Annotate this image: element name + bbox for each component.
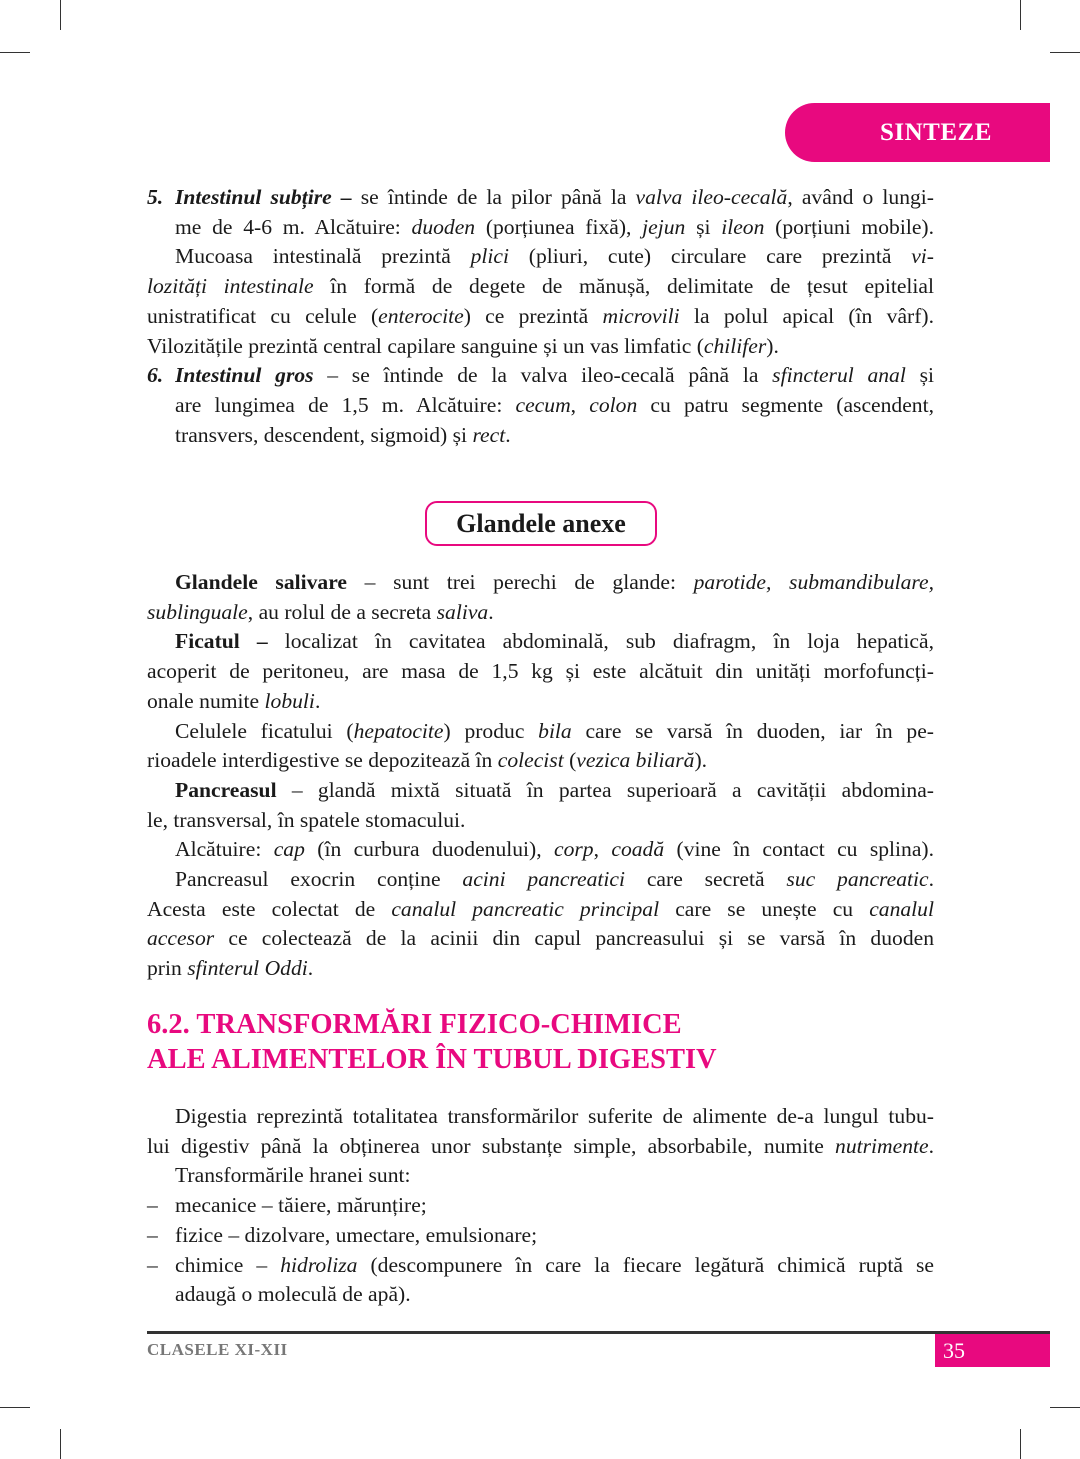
- text-segment: care secretă: [624, 867, 787, 891]
- italic-term: jejun: [642, 214, 686, 239]
- text-segment: ,: [570, 392, 590, 417]
- text-segment: (vine în contact cu splina).: [664, 837, 934, 862]
- text-segment: unistratificat cu celule (: [147, 303, 379, 328]
- text-line: [147, 301, 934, 331]
- text-segment: .: [928, 1133, 934, 1158]
- text-line: [175, 1160, 934, 1190]
- text-line: [175, 864, 934, 894]
- italic-term: colon: [589, 392, 638, 417]
- italic-term: canalul pancreatic principal: [391, 896, 660, 921]
- text-segment: adaugă o moleculă de apă).: [175, 1282, 411, 1307]
- text-segment: care se varsă în duoden, iar în pe-: [571, 718, 934, 743]
- crop-mark: [1050, 1407, 1080, 1408]
- text-line: [147, 805, 934, 835]
- text-segment: Alcătuire:: [175, 837, 274, 862]
- list-number: 5.: [147, 185, 164, 209]
- text-segment: Acesta este colectat de: [147, 896, 392, 921]
- text-line: [147, 331, 934, 361]
- text-segment: și: [905, 363, 934, 388]
- italic-term: rect: [472, 422, 506, 447]
- bold-term: Intestinul gros: [175, 363, 314, 388]
- text-line: [147, 745, 934, 775]
- text-segment: (: [563, 748, 577, 773]
- text-segment: ).: [766, 333, 779, 358]
- bold-term: Glandele salivare: [175, 570, 348, 594]
- section-heading-line-1: 6.2. TRANSFORMĂRI FIZICO-CHIMICE: [147, 1009, 682, 1040]
- section-tab-label: SINTEZE: [880, 119, 992, 146]
- crop-mark: [1020, 1429, 1021, 1459]
- text-line: [175, 567, 934, 597]
- footer-label: CLASELE XI-XII: [147, 1340, 288, 1359]
- text-segment: localizat în cavitatea abdominală, sub diafragm, în loja hepatică,: [267, 629, 934, 654]
- text-line: [175, 212, 934, 242]
- text-segment: ce colectează de la acinii din capul pancreasului și se varsă în duoden: [214, 926, 934, 951]
- italic-term: parotide, submandibulare,: [693, 570, 934, 594]
- text-segment: rioadele interdigestive se depozitează în: [147, 748, 498, 773]
- text-segment: Vilozitățile prezintă central capilare sanguine și un vas limfatic (: [147, 333, 704, 358]
- italic-term: plici: [470, 244, 509, 269]
- text-line: [175, 182, 934, 212]
- text-segment: lui digestiv până la obținerea unor substanțe simple, absorbabile, numite: [147, 1133, 836, 1158]
- italic-term: ileon: [721, 214, 765, 239]
- text-segment: (porțiuni mobile).: [764, 214, 934, 239]
- text-line: [175, 626, 934, 656]
- bold-term: Ficatul –: [175, 629, 268, 654]
- text-segment: (pliuri, cute) circulare care prezintă: [508, 244, 912, 269]
- text-segment: acoperit de peritoneu, are masa de 1,5 kg și este alcătuit din unități morfofuncți-: [147, 659, 934, 684]
- crop-mark: [1020, 0, 1021, 30]
- italic-term: accesor: [147, 926, 215, 951]
- italic-term: lobuli: [264, 688, 315, 713]
- italic-term: canalul: [869, 896, 934, 921]
- crop-mark: [60, 0, 61, 30]
- text-line: [147, 923, 934, 953]
- text-segment: .: [314, 688, 321, 713]
- text-segment: , având o lungi-: [787, 185, 934, 209]
- text-segment: care se unește cu: [659, 896, 870, 921]
- text-line: [175, 1279, 934, 1309]
- italic-term: corp: [554, 837, 594, 862]
- text-segment: ).: [694, 748, 708, 773]
- italic-term: lozități intestinale: [147, 274, 314, 299]
- bold-term: Pancreasul: [175, 777, 277, 802]
- text-segment: le, transversal, în spatele stomacului.: [147, 807, 466, 832]
- italic-term: hepatocite: [353, 718, 444, 743]
- text-line: [147, 271, 934, 301]
- text-line: [175, 360, 934, 390]
- text-line: [175, 1101, 934, 1131]
- italic-term: chilifer: [703, 333, 767, 358]
- crop-mark: [0, 1407, 30, 1408]
- italic-term: vi-: [911, 244, 934, 269]
- text-segment: Celulele ficatului (: [175, 718, 354, 743]
- italic-term: cap: [273, 837, 305, 862]
- crop-mark: [0, 52, 30, 53]
- text-segment: onale numite: [147, 688, 265, 713]
- italic-term: sublinguale: [147, 599, 248, 624]
- italic-term: coadă: [611, 837, 665, 862]
- text-segment: Transformările hranei sunt:: [175, 1163, 411, 1188]
- text-segment: (descompunere în care la fiecare legătură chimică ruptă se: [357, 1252, 934, 1277]
- text-segment: în formă de degete de mănușă, delimitate de țesut epitelial: [313, 274, 934, 299]
- italic-term: vezica biliară: [576, 748, 695, 773]
- text-line: [147, 656, 934, 686]
- text-line: [175, 241, 934, 271]
- text-segment: .: [488, 599, 494, 624]
- text-line: [147, 597, 934, 627]
- italic-term: colecist: [497, 748, 564, 773]
- text-segment: (porțiunea fixă),: [475, 214, 643, 239]
- text-segment: ) produc: [443, 718, 539, 743]
- italic-term: enterocite: [378, 303, 464, 328]
- text-line: [175, 1250, 934, 1280]
- crop-mark: [60, 1429, 61, 1459]
- text-segment: – glandă mixtă situată în partea superioară a cavității abdomina-: [276, 777, 934, 802]
- text-segment: – se întinde de la valva ileo-cecală până la: [313, 363, 773, 388]
- list-dash: –: [147, 1252, 158, 1277]
- italic-term: acini pancreatici: [462, 867, 625, 891]
- text-segment: la polul apical (în vârf).: [679, 303, 934, 328]
- text-segment: ) ce prezintă: [463, 303, 603, 328]
- text-line: [175, 1190, 934, 1220]
- text-segment: ,: [593, 837, 612, 862]
- italic-term: duoden: [411, 214, 476, 239]
- text-segment: se întinde de la pilor până la: [351, 185, 636, 209]
- text-line: [175, 420, 934, 450]
- list-dash: –: [147, 1222, 158, 1247]
- italic-term: bila: [538, 718, 572, 743]
- text-line: [175, 716, 934, 746]
- text-segment: Pancreasul exocrin conține: [175, 867, 463, 891]
- footer-rule: [147, 1331, 1050, 1334]
- text-segment: cu patru segmente (ascendent,: [637, 392, 934, 417]
- text-line: [147, 686, 934, 716]
- section-tab: [785, 103, 1050, 162]
- text-line: [147, 1131, 934, 1161]
- page-number: 35: [935, 1334, 1050, 1367]
- bold-term: Intestinul subțire –: [175, 185, 352, 209]
- text-segment: mecanice – tăiere, mărunțire;: [175, 1193, 427, 1218]
- text-segment: are lungimea de 1,5 m. Alcătuire:: [175, 392, 516, 417]
- text-segment: și: [685, 214, 722, 239]
- text-segment: transvers, descendent, sigmoid) și: [175, 422, 473, 447]
- italic-term: nutrimente: [835, 1133, 929, 1158]
- text-segment: fizice – dizolvare, umectare, emulsionare;: [175, 1222, 538, 1247]
- text-segment: me de 4-6 m. Alcătuire:: [175, 214, 412, 239]
- text-segment: Mucoasa intestinală prezintă: [175, 244, 471, 269]
- text-line: [175, 834, 934, 864]
- text-line: [175, 1220, 934, 1250]
- box-title: Glandele anexe: [425, 501, 657, 546]
- section-heading-line-2: ALE ALIMENTELOR ÎN TUBUL DIGESTIV: [147, 1044, 717, 1075]
- italic-term: cecum: [515, 392, 571, 417]
- text-line: [175, 775, 934, 805]
- list-number: 6.: [147, 363, 164, 388]
- text-segment: (în curbura duodenului),: [304, 837, 555, 862]
- text-segment: .: [928, 867, 934, 891]
- italic-term: saliva: [436, 599, 489, 624]
- text-segment: – sunt trei perechi de glande:: [347, 570, 694, 594]
- text-segment: , au rolul de a secreta: [247, 599, 437, 624]
- text-line: [147, 894, 934, 924]
- italic-term: microvili: [602, 303, 680, 328]
- crop-mark: [1050, 52, 1080, 53]
- text-line: [147, 953, 934, 983]
- italic-term: sfincterul anal: [772, 363, 906, 388]
- italic-term: hidroliza: [280, 1252, 358, 1277]
- italic-term: valva ileo-cecală: [635, 185, 788, 209]
- text-segment: .: [307, 956, 314, 981]
- text-segment: .: [505, 422, 511, 447]
- text-segment: chimice –: [175, 1252, 281, 1277]
- italic-term: sfinterul Oddi: [187, 956, 308, 981]
- text-segment: prin: [147, 956, 188, 981]
- text-segment: Digestia reprezintă totalitatea transformărilor suferite de alimente de-a lungul tubu-: [175, 1104, 934, 1128]
- italic-term: suc pancreatic: [786, 867, 929, 891]
- list-dash: –: [147, 1193, 158, 1218]
- text-line: [175, 390, 934, 420]
